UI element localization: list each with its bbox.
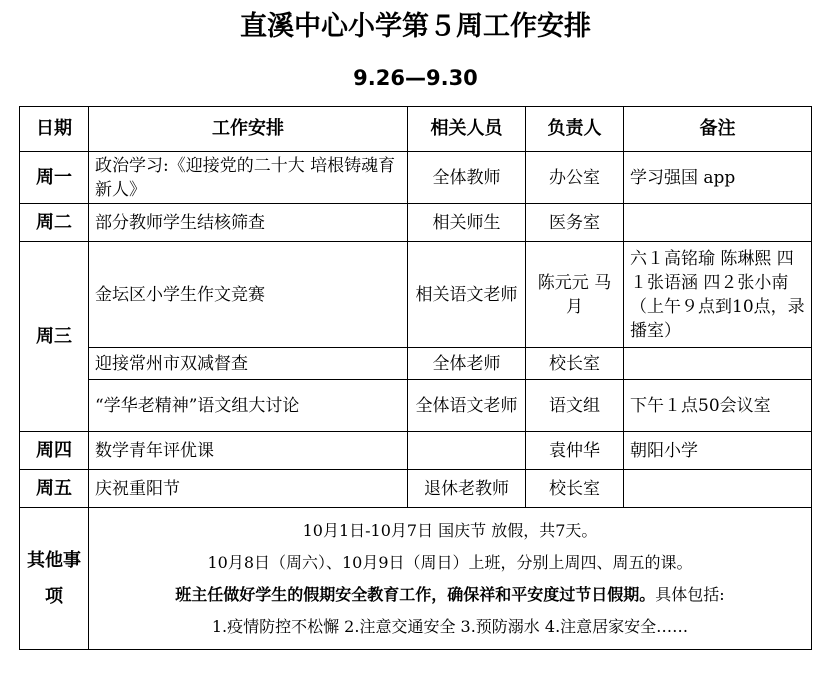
note-cell bbox=[624, 204, 812, 242]
task-cell: 金坛区小学生作文竞赛 bbox=[89, 242, 408, 348]
column-header-owner: 负责人 bbox=[526, 107, 624, 152]
holiday-notice: 10月1日-10月7日 国庆节 放假，共7天。 bbox=[302, 520, 598, 540]
day-cell: 周三 bbox=[20, 242, 89, 432]
day-cell: 周一 bbox=[20, 152, 89, 204]
note-cell bbox=[624, 470, 812, 508]
owner-cell: 办公室 bbox=[526, 152, 624, 204]
safety-items: 1.疫情防控不松懈 2.注意交通安全 3.预防溺水 4.注意居家安全…… bbox=[211, 616, 689, 636]
table-row-thursday bbox=[20, 432, 812, 470]
table-row-wednesday-3 bbox=[20, 380, 812, 432]
task-cell: 庆祝重阳节 bbox=[89, 470, 408, 508]
owner-cell: 袁仲华 bbox=[526, 432, 624, 470]
table-row-tuesday bbox=[20, 204, 812, 242]
column-header-task: 工作安排 bbox=[89, 107, 408, 152]
safety-education-notice bbox=[95, 579, 805, 611]
page-title: 直溪中心小学第５周工作安排 bbox=[240, 11, 591, 42]
safety-education-bold: 班主任做好学生的假期安全教育工作，确保祥和平安度过节日假期。 bbox=[175, 584, 656, 604]
date-range: 9.26—9.30 bbox=[353, 66, 478, 90]
other-label-cell: 其他事项 bbox=[20, 508, 89, 650]
owner-cell: 校长室 bbox=[526, 470, 624, 508]
task-cell: 政治学习:《迎接党的二十大 培根铸魂育新人》 bbox=[89, 152, 408, 204]
people-cell: 全体语文老师 bbox=[408, 380, 526, 432]
note-cell: 朝阳小学 bbox=[624, 432, 812, 470]
task-cell: “学华老精神”语文组大讨论 bbox=[89, 380, 408, 432]
column-header-people: 相关人员 bbox=[408, 107, 526, 152]
note-cell: 下午１点50会议室 bbox=[624, 380, 812, 432]
task-cell: 迎接常州市双减督查 bbox=[89, 348, 408, 380]
table-row-wednesday-2 bbox=[20, 348, 812, 380]
owner-cell: 校长室 bbox=[526, 348, 624, 380]
table-row-wednesday-1 bbox=[20, 242, 812, 348]
table-row-monday bbox=[20, 152, 812, 204]
header-row bbox=[20, 107, 812, 152]
day-cell: 周二 bbox=[20, 204, 89, 242]
owner-cell: 医务室 bbox=[526, 204, 624, 242]
note-cell: 学习强国 app bbox=[624, 152, 812, 204]
schedule-table bbox=[19, 106, 812, 650]
people-cell: 全体老师 bbox=[408, 348, 526, 380]
day-cell: 周四 bbox=[20, 432, 89, 470]
people-cell: 相关语文老师 bbox=[408, 242, 526, 348]
table-row-other bbox=[20, 508, 812, 650]
safety-education-suffix: 具体包括: bbox=[655, 584, 725, 604]
note-cell: 六１高铭瑜 陈琳熙 四１张语涵 四２张小南 （上午９点到10点，录播室） bbox=[624, 242, 812, 348]
people-cell bbox=[408, 432, 526, 470]
table-row-friday bbox=[20, 470, 812, 508]
note-cell bbox=[624, 348, 812, 380]
owner-cell: 陈元元 马 月 bbox=[526, 242, 624, 348]
task-cell: 部分教师学生结核筛查 bbox=[89, 204, 408, 242]
people-cell: 全体教师 bbox=[408, 152, 526, 204]
other-content-cell bbox=[89, 508, 812, 650]
people-cell: 相关师生 bbox=[408, 204, 526, 242]
people-cell: 退休老教师 bbox=[408, 470, 526, 508]
task-cell: 数学青年评优课 bbox=[89, 432, 408, 470]
column-header-note: 备注 bbox=[624, 107, 812, 152]
owner-cell: 语文组 bbox=[526, 380, 624, 432]
day-cell: 周五 bbox=[20, 470, 89, 508]
makeup-workday-notice: 10月8日（周六）、10月9日（周日）上班，分别上周四、周五的课。 bbox=[207, 552, 693, 572]
column-header-date: 日期 bbox=[20, 107, 89, 152]
